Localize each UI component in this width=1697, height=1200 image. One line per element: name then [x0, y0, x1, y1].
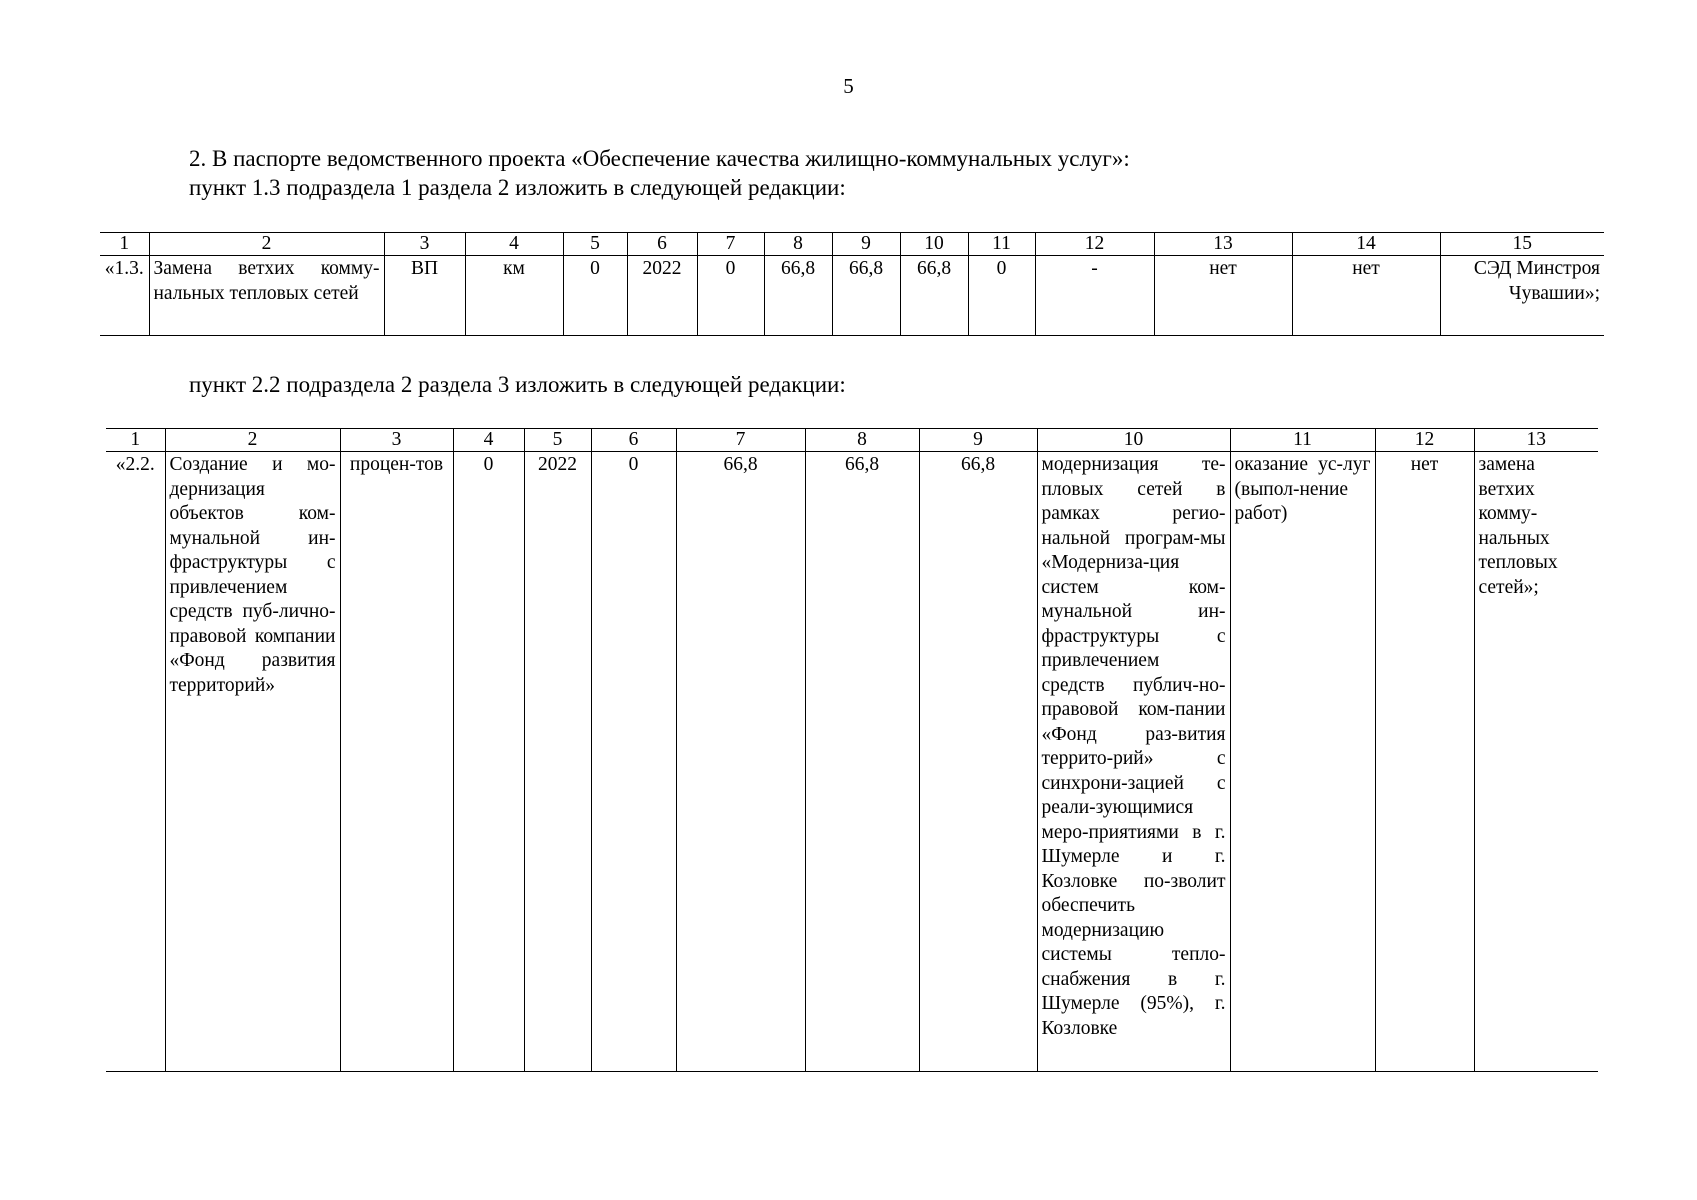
column-header: 13	[1474, 429, 1598, 452]
column-header: 4	[465, 233, 563, 256]
table-row	[106, 452, 1598, 1072]
cell: 2022	[524, 452, 591, 1072]
cell: ВП	[384, 256, 465, 336]
cell-result: замена ветхих комму-нальных тепловых сетей»;	[1474, 452, 1598, 1072]
cell-unit: процен-тов	[340, 452, 453, 1072]
cell-name: Создание и мо-дернизация объектов ком-мунальной ин-фраструктуры с привлечением средств пуб-лично-правовой компании «Фонд развития территорий»	[165, 452, 340, 1072]
cell-source: СЭД Минстроя Чувашии»;	[1440, 256, 1604, 336]
cell: 66,8	[805, 452, 919, 1072]
cell: 0	[563, 256, 627, 336]
cell-name: Замена ветхих комму-нальных тепловых сетей	[149, 256, 384, 336]
column-header: 11	[968, 233, 1035, 256]
cell-number: «1.3.	[100, 256, 149, 336]
column-header: 7	[697, 233, 764, 256]
column-header: 1	[100, 233, 149, 256]
column-header: 2	[149, 233, 384, 256]
column-header: 6	[591, 429, 676, 452]
column-header: 8	[805, 429, 919, 452]
cell-description: модернизация те-пловых сетей в рамках регио-нальной програм-мы «Модерниза-ция систем ком-мунальной ин-фраструктуры с привлечением средств публич-но-правовой ком-пании «Фонд раз-вития террито-рий» с синхрони-зацией с реали-зующимися меро-приятиями в г. Шумерле и г. Козловке по-зволит обеспечить модернизацию системы тепло-снабжения в г. Шумерле (95%), г. Козловке	[1037, 452, 1230, 1072]
cell: 66,8	[900, 256, 968, 336]
column-header: 10	[1037, 429, 1230, 452]
table-header-row	[100, 233, 1604, 256]
cell: 0	[591, 452, 676, 1072]
column-header: 3	[384, 233, 465, 256]
column-header: 8	[764, 233, 832, 256]
cell: нет	[1375, 452, 1474, 1072]
column-header: 1	[106, 429, 165, 452]
cell: 0	[968, 256, 1035, 336]
column-header: 13	[1154, 233, 1292, 256]
column-header: 4	[453, 429, 524, 452]
cell: 66,8	[676, 452, 805, 1072]
column-header: 9	[919, 429, 1037, 452]
table-row	[100, 256, 1604, 336]
table-section-3-point-2-2	[106, 428, 1598, 1072]
intro-line-3: пункт 2.2 подраздела 2 раздела 3 изложить в следующей редакции:	[189, 372, 846, 397]
column-header: 14	[1292, 233, 1440, 256]
cell: 0	[453, 452, 524, 1072]
column-header: 2	[165, 429, 340, 452]
column-header: 6	[627, 233, 697, 256]
column-header: 5	[563, 233, 627, 256]
intro-line-1: 2. В паспорте ведомственного проекта «Обеспечение качества жилищно-коммунальных услуг»:	[189, 146, 1130, 171]
table-section-2-point-1-3	[100, 232, 1604, 336]
cell-type: оказание ус-луг (выпол-нение работ)	[1230, 452, 1375, 1072]
column-header: 9	[832, 233, 900, 256]
column-header: 10	[900, 233, 968, 256]
column-header: 5	[524, 429, 591, 452]
intro-paragraph	[189, 144, 1130, 202]
column-header: 12	[1375, 429, 1474, 452]
column-header: 7	[676, 429, 805, 452]
column-header: 15	[1440, 233, 1604, 256]
cell: 2022	[627, 256, 697, 336]
cell: 66,8	[832, 256, 900, 336]
intro-line-2: пункт 1.3 подраздела 1 раздела 2 изложить в следующей редакции:	[189, 175, 846, 200]
page-number: 5	[843, 74, 854, 98]
column-header: 12	[1035, 233, 1154, 256]
cell: 66,8	[919, 452, 1037, 1072]
cell-number: «2.2.	[106, 452, 165, 1072]
cell: 0	[697, 256, 764, 336]
table-header-row	[106, 429, 1598, 452]
cell: км	[465, 256, 563, 336]
cell: -	[1035, 256, 1154, 336]
cell: нет	[1154, 256, 1292, 336]
cell: 66,8	[764, 256, 832, 336]
cell: нет	[1292, 256, 1440, 336]
column-header: 11	[1230, 429, 1375, 452]
column-header: 3	[340, 429, 453, 452]
